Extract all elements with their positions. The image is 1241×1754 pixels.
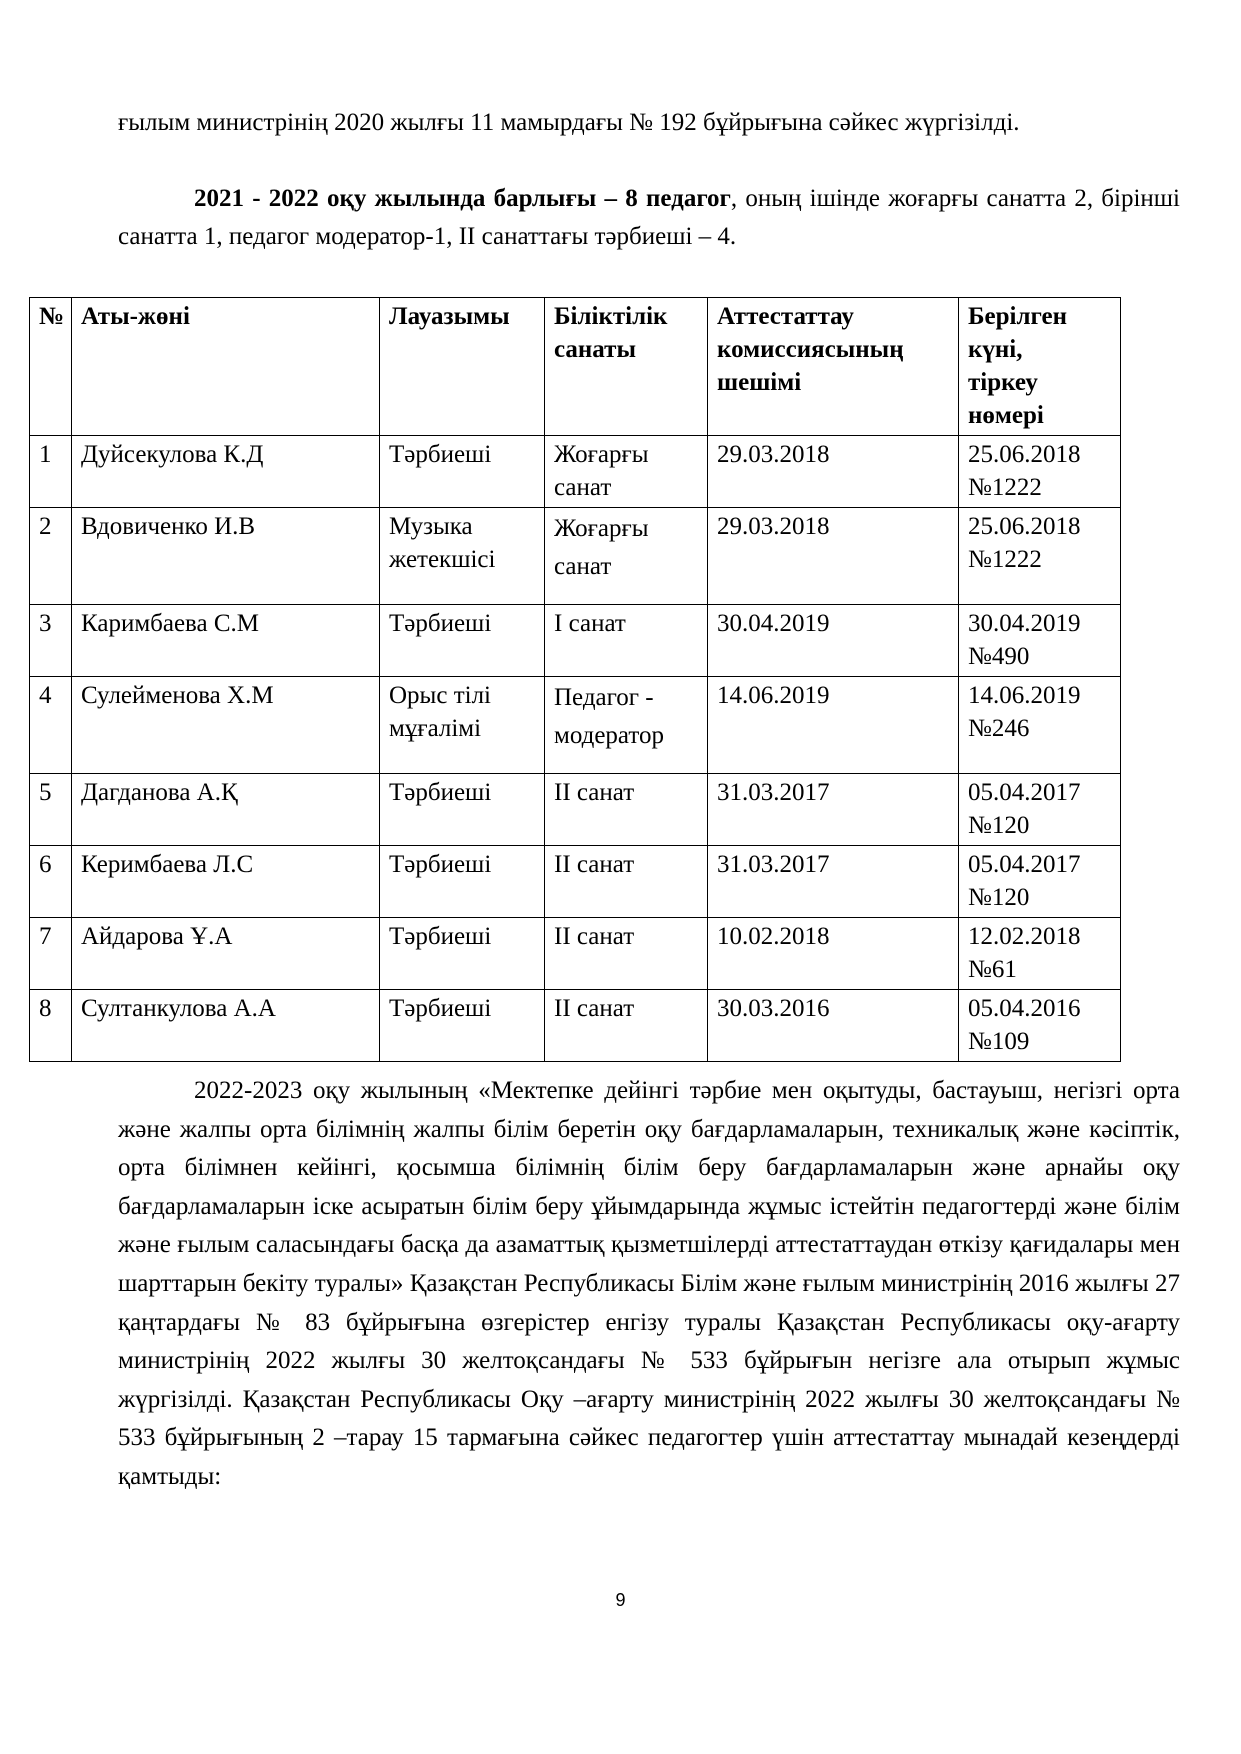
cell-decision: 30.04.2019: [708, 605, 959, 677]
cell-line: №490: [968, 643, 1030, 670]
cell-number: 5: [30, 774, 72, 846]
cell-line: №1222: [968, 474, 1042, 501]
cell-qualification: [545, 677, 708, 774]
header-line: комиссиясының: [717, 336, 904, 363]
cell-decision: 30.03.2016: [708, 990, 959, 1062]
page-number: 9: [615, 1590, 626, 1610]
cell-line: №246: [968, 715, 1030, 742]
cell-name: Дагданова А.Қ: [72, 774, 380, 846]
cell-decision: 31.03.2017: [708, 774, 959, 846]
summary-paragraph: [118, 180, 1180, 256]
cell-name: Вдовиченко И.В: [72, 508, 380, 605]
header-line: Аттестаттау: [717, 303, 854, 330]
cell-line: Жоғарғы: [554, 515, 649, 542]
cell-line: Тәрбиеші: [389, 779, 492, 806]
col-number-header: №: [30, 298, 72, 436]
cell-line: №120: [968, 884, 1030, 911]
summary-rest: , оның ішінде жоғарғы санатта 2, бірінші санатта 1, педагог модератор-1, ІІ санаттағы тәрбиеші – 4.: [118, 185, 1180, 250]
cell-issued: [959, 605, 1121, 677]
cell-decision: 14.06.2019: [708, 677, 959, 774]
table-row: [30, 990, 1121, 1062]
header-line: Берілген: [968, 303, 1068, 330]
cell-issued: [959, 846, 1121, 918]
cell-position: [380, 677, 545, 774]
table-header-row: [30, 298, 1121, 436]
cell-issued: [959, 436, 1121, 508]
cell-line: №109: [968, 1028, 1030, 1055]
cell-qualification: [545, 846, 708, 918]
cell-line: Тәрбиеші: [389, 923, 492, 950]
cell-qualification: [545, 436, 708, 508]
cell-number: 7: [30, 918, 72, 990]
cell-name: Керимбаева Л.С: [72, 846, 380, 918]
cell-decision: 10.02.2018: [708, 918, 959, 990]
cell-line: Тәрбиеші: [389, 610, 492, 637]
cell-line: санат: [554, 474, 612, 501]
cell-qualification: [545, 990, 708, 1062]
cell-line: ІІ санат: [554, 851, 635, 878]
cell-line: модератор: [554, 722, 664, 749]
cell-line: 12.02.2018: [968, 923, 1081, 950]
cell-position: [380, 436, 545, 508]
cell-position: [380, 508, 545, 605]
table-row: [30, 677, 1121, 774]
cell-line: жетекшісі: [389, 546, 496, 573]
staff-attestation-table: [29, 297, 1121, 1062]
table-row: [30, 508, 1121, 605]
cell-line: Педагог -: [554, 684, 654, 711]
table-row: [30, 918, 1121, 990]
cell-position: [380, 774, 545, 846]
cell-line: Орыс тілі: [389, 682, 491, 709]
header-line: шешімі: [717, 369, 802, 396]
cell-number: 1: [30, 436, 72, 508]
cell-line: санат: [554, 553, 612, 580]
col-qualification-header: [545, 298, 708, 436]
cell-issued: [959, 508, 1121, 605]
header-line: күні,: [968, 336, 1023, 363]
cell-number: 8: [30, 990, 72, 1062]
cell-qualification: [545, 605, 708, 677]
summary-bold-lead: 2021 - 2022 оқу жылында барлығы – 8 педагог: [194, 185, 731, 212]
cell-line: ІІ санат: [554, 995, 635, 1022]
cell-line: Тәрбиеші: [389, 441, 492, 468]
table-row: [30, 846, 1121, 918]
cell-position: [380, 605, 545, 677]
cell-line: №120: [968, 812, 1030, 839]
cell-line: 05.04.2016: [968, 995, 1081, 1022]
cell-line: 05.04.2017: [968, 851, 1081, 878]
table-row: [30, 605, 1121, 677]
cell-name: Султанкулова А.А: [72, 990, 380, 1062]
header-line: тіркеу: [968, 369, 1038, 396]
cell-number: 6: [30, 846, 72, 918]
cell-line: №61: [968, 956, 1017, 983]
cell-decision: 29.03.2018: [708, 436, 959, 508]
table-row: [30, 436, 1121, 508]
cell-line: 25.06.2018: [968, 513, 1081, 540]
cell-position: [380, 990, 545, 1062]
regulation-paragraph: 2022-2023 оқу жылының «Мектепке дейінгі тәрбие мен оқытуды, бастауыш, негізгі орта және жалпы орта білімнің жалпы білім беретін оқу бағдарламаларын, техникалық және кәсіптік, орта білімнен кейінгі, қосымша білімнің білім беру бағдарламаларын және арнайы оқу бағдарламаларын іске асыратын білім беру ұйымдарында жұмыс істейтін педагогтерді және білім және ғылым саласындағы басқа да азаматтық қызметшілерді аттестаттаудан өткізу қағидалары мен шарттарын бекіту туралы» Қазақстан Республикасы Білім және ғылым министрінің 2016 жылғы 27 қаңтардағы № 83 бұйрығына өзгерістер енгізу туралы Қазақстан Республикасы оқу-ағарту министрінің 2022 жылғы 30 желтоқсандағы № 533 бұйрығын негізге ала отырып жұмыс жүргізілді. Қазақстан Республикасы Оқу –ағарту министрінің 2022 жылғы 30 желтоқсандағы № 533 бұйрығының 2 –тарау 15 тармағына сәйкес педагогтер үшін аттестаттау мынадай кезеңдерді қамтыды:: [118, 1077, 1180, 1490]
cell-name: Айдарова Ұ.А: [72, 918, 380, 990]
col-name-header: Аты-жөні: [72, 298, 380, 436]
cell-line: 05.04.2017: [968, 779, 1081, 806]
cell-issued: [959, 990, 1121, 1062]
cell-line: Тәрбиеші: [389, 995, 492, 1022]
cell-line: Тәрбиеші: [389, 851, 492, 878]
header-line: Біліктілік: [554, 303, 668, 330]
col-issued-header: [959, 298, 1121, 436]
cell-line: 25.06.2018: [968, 441, 1081, 468]
cell-line: І санат: [554, 610, 626, 637]
col-position-header: Лауазымы: [380, 298, 545, 436]
cell-name: Сулейменова Х.М: [72, 677, 380, 774]
table-row: [30, 774, 1121, 846]
cell-line: Музыка: [389, 513, 473, 540]
cell-number: 3: [30, 605, 72, 677]
cell-line: №1222: [968, 546, 1042, 573]
cell-line: мұғалімі: [389, 715, 482, 742]
cell-line: Жоғарғы: [554, 441, 649, 468]
header-line: нөмері: [968, 402, 1044, 429]
cell-position: [380, 846, 545, 918]
cell-number: 4: [30, 677, 72, 774]
cell-line: ІІ санат: [554, 923, 635, 950]
cell-qualification: [545, 508, 708, 605]
cell-line: 14.06.2019: [968, 682, 1081, 709]
cell-decision: 31.03.2017: [708, 846, 959, 918]
cell-number: 2: [30, 508, 72, 605]
cell-issued: [959, 677, 1121, 774]
cell-issued: [959, 774, 1121, 846]
header-line: санаты: [554, 336, 636, 363]
col-decision-header: [708, 298, 959, 436]
cell-position: [380, 918, 545, 990]
cell-qualification: [545, 774, 708, 846]
intro-line: ғылым министрінің 2020 жылғы 11 мамырдағы № 192 бұйрығына сәйкес жүргізілді.: [118, 109, 1020, 136]
cell-decision: 29.03.2018: [708, 508, 959, 605]
cell-line: ІІ санат: [554, 779, 635, 806]
cell-qualification: [545, 918, 708, 990]
cell-name: Каримбаева С.М: [72, 605, 380, 677]
cell-issued: [959, 918, 1121, 990]
cell-name: Дуйсекулова К.Д: [72, 436, 380, 508]
cell-line: 30.04.2019: [968, 610, 1081, 637]
